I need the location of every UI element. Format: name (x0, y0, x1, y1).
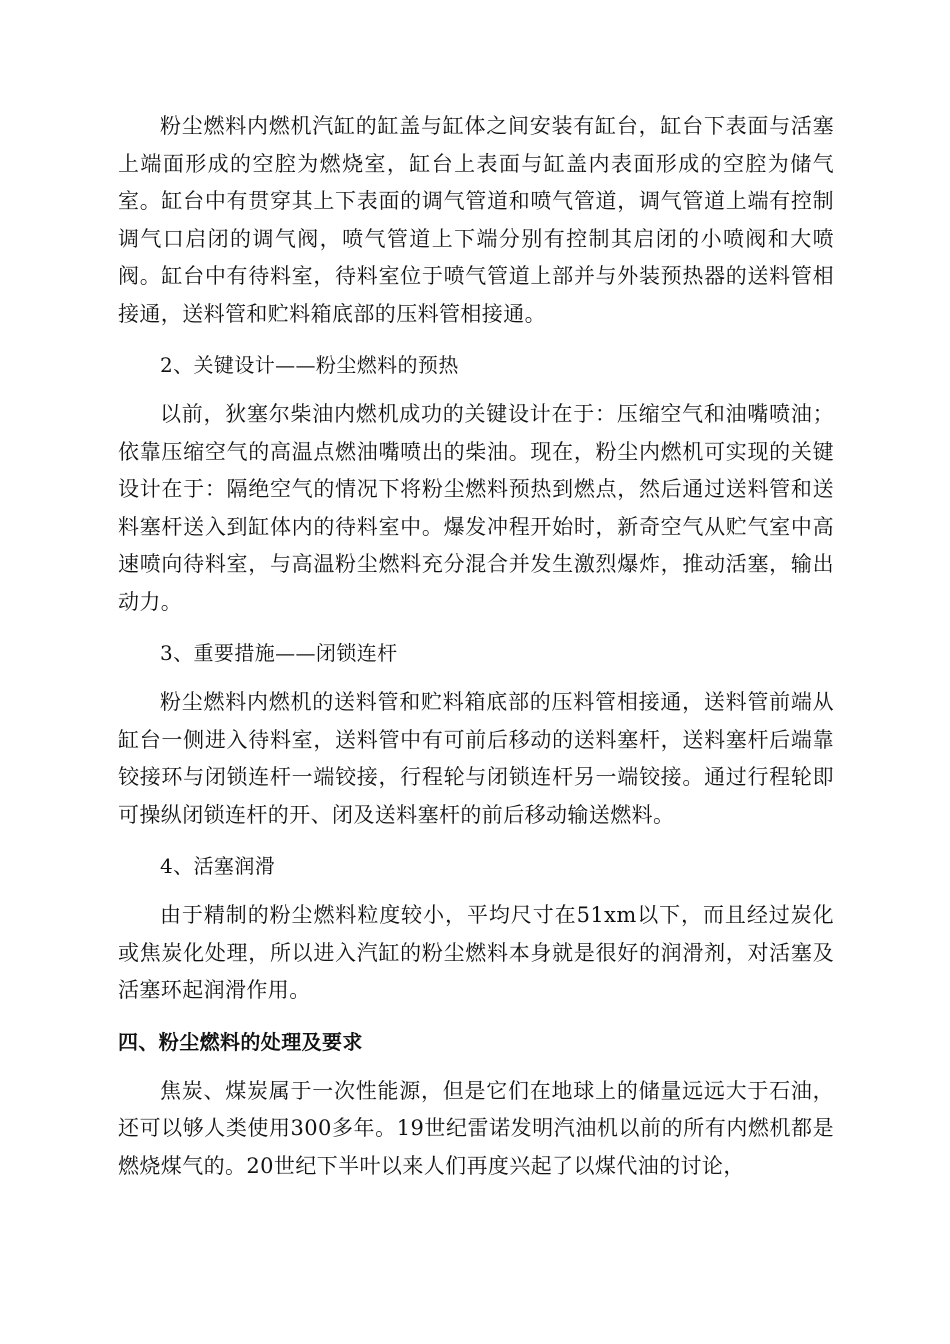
subheading-locking-rod: 3、重要措施——闭锁连杆 (160, 641, 398, 665)
paragraph-locking-rod: 粉尘燃料内燃机的送料管和贮料箱底部的压料管相接通，送料管前端从缸台一侧进入待料室，送料管中有可前后移动的送料塞杆，送料塞杆后端靠铰接环与闭锁连杆一端铰接，行程轮与闭锁连杆另一端铰接。通过行程轮即可操纵闭锁连杆的开、闭及送料塞杆的前后移动输送燃料。 (118, 690, 834, 827)
section-heading-fuel-processing: 四、粉尘燃料的处理及要求 (118, 1029, 363, 1054)
document-page (118, 108, 834, 1185)
paragraph-key-design: 以前，狄塞尔柴油内燃机成功的关键设计在于：压缩空气和油嘴喷油；依靠压缩空气的高温点燃油嘴喷出的柴油。现在，粉尘内燃机可实现的关键设计在于：隔绝空气的情况下将粉尘燃料预热到燃点，然后通过送料管和送料塞杆送入到缸体内的待料室中。爆发冲程开始时，新奇空气从贮气室中高速喷向待料室，与高温粉尘燃料充分混合并发生激烈爆炸，推动活塞，输出动力。 (118, 402, 834, 614)
paragraph-cylinder-structure: 粉尘燃料内燃机汽缸的缸盖与缸体之间安装有缸台，缸台下表面与活塞上端面形成的空腔为燃烧室，缸台上表面与缸盖内表面形成的空腔为储气室。缸台中有贯穿其上下表面的调气管道和喷气管道，调气管道上端有控制调气口启闭的调气阀，喷气管道上下端分别有控制其启闭的小喷阀和大喷阀。缸台中有待料室，待料室位于喷气管道上部并与外装预热器的送料管相接通，送料管和贮料箱底部的压料管相接通。 (118, 114, 834, 326)
paragraph-fuel-processing: 焦炭、煤炭属于一次性能源，但是它们在地球上的储量远远大于石油，还可以够人类使用300多年。19世纪雷诺发明汽油机以前的所有内燃机都是燃烧煤气的。20世纪下半叶以来人们再度兴起了以煤代油的讨论， (118, 1078, 834, 1178)
paragraph-piston-lubrication: 由于精制的粉尘燃料粒度较小，平均尺寸在51xm以下，而且经过炭化或焦炭化处理，所以进入汽缸的粉尘燃料本身就是很好的润滑剂，对活塞及活塞环起润滑作用。 (118, 903, 834, 1002)
subheading-key-design: 2、关键设计——粉尘燃料的预热 (160, 353, 459, 377)
subheading-piston-lubrication: 4、活塞润滑 (160, 854, 276, 878)
